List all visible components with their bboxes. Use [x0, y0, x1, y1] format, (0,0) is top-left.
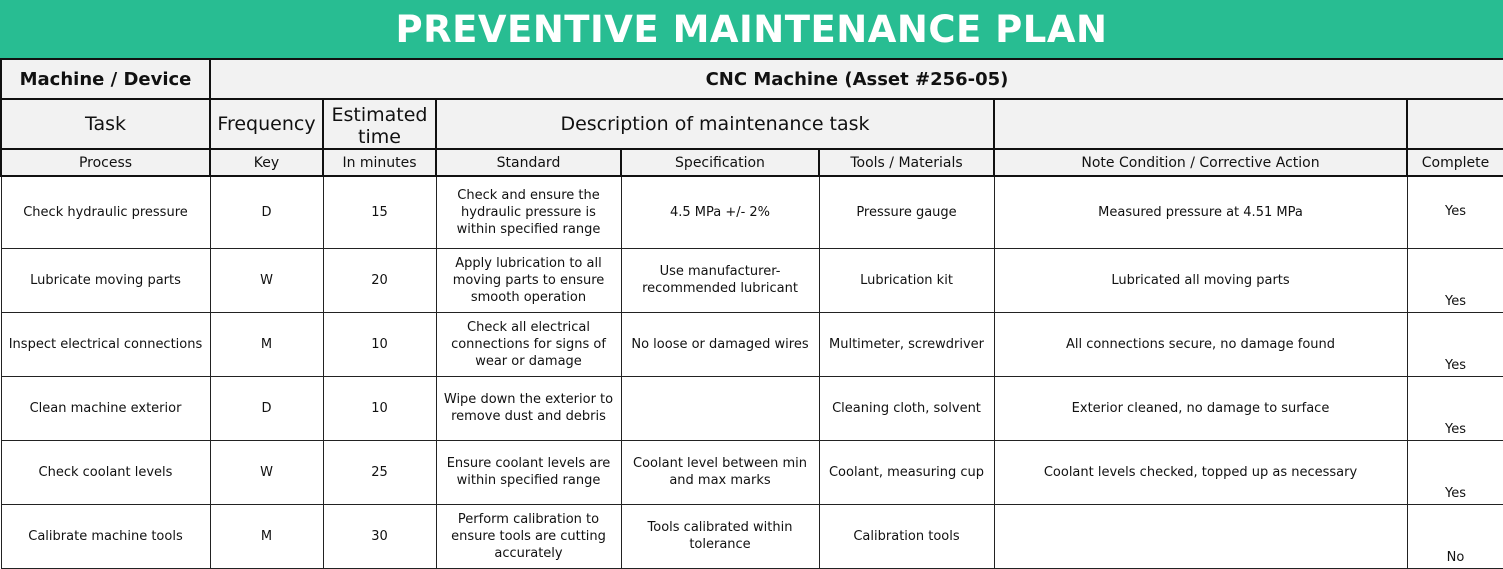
cell-complete[interactable]: Yes: [1407, 176, 1503, 248]
table-row: [1, 176, 1503, 248]
cell-note[interactable]: Coolant levels checked, topped up as necessary: [994, 440, 1407, 504]
frequency-header: Frequency: [210, 99, 323, 149]
cell-minutes[interactable]: 10: [323, 312, 436, 376]
cell-standard[interactable]: Check and ensure the hydraulic pressure is within specified range: [436, 176, 621, 248]
cell-tools[interactable]: Multimeter, screwdriver: [819, 312, 994, 376]
task-header: Task: [1, 99, 210, 149]
cell-key[interactable]: M: [210, 312, 323, 376]
cell-tools[interactable]: Lubrication kit: [819, 248, 994, 312]
cell-tools[interactable]: Calibration tools: [819, 504, 994, 568]
cell-key[interactable]: D: [210, 376, 323, 440]
column-header-key: Key: [210, 149, 323, 176]
cell-specification[interactable]: No loose or damaged wires: [621, 312, 819, 376]
cell-key[interactable]: M: [210, 504, 323, 568]
machine-label: Machine / Device: [1, 59, 210, 99]
cell-note[interactable]: Measured pressure at 4.51 MPa: [994, 176, 1407, 248]
table-row: [1, 376, 1503, 440]
cell-process[interactable]: Check coolant levels: [1, 440, 210, 504]
cell-process[interactable]: Lubricate moving parts: [1, 248, 210, 312]
cell-specification[interactable]: [621, 376, 819, 440]
cell-note[interactable]: Exterior cleaned, no damage to surface: [994, 376, 1407, 440]
cell-minutes[interactable]: 25: [323, 440, 436, 504]
cell-complete[interactable]: Yes: [1407, 312, 1503, 376]
cell-note[interactable]: [994, 504, 1407, 568]
cell-complete[interactable]: Yes: [1407, 440, 1503, 504]
cell-complete[interactable]: No: [1407, 504, 1503, 568]
cell-complete[interactable]: Yes: [1407, 248, 1503, 312]
cell-key[interactable]: W: [210, 248, 323, 312]
cell-standard[interactable]: Check all electrical connections for signs of wear or damage: [436, 312, 621, 376]
cell-complete[interactable]: Yes: [1407, 376, 1503, 440]
cell-minutes[interactable]: 30: [323, 504, 436, 568]
blank-header: [994, 99, 1407, 149]
cell-process[interactable]: Calibrate machine tools: [1, 504, 210, 568]
cell-standard[interactable]: Perform calibration to ensure tools are cutting accurately: [436, 504, 621, 568]
cell-tools[interactable]: Coolant, measuring cup: [819, 440, 994, 504]
page-title: PREVENTIVE MAINTENANCE PLAN: [0, 0, 1503, 58]
cell-standard[interactable]: Wipe down the exterior to remove dust and debris: [436, 376, 621, 440]
cell-process[interactable]: Inspect electrical connections: [1, 312, 210, 376]
time-header: Estimated time: [323, 99, 436, 149]
cell-minutes[interactable]: 15: [323, 176, 436, 248]
cell-process[interactable]: Check hydraulic pressure: [1, 176, 210, 248]
column-header-standard: Standard: [436, 149, 621, 176]
cell-standard[interactable]: Apply lubrication to all moving parts to ensure smooth operation: [436, 248, 621, 312]
table-row: [1, 504, 1503, 568]
description-header: Description of maintenance task: [436, 99, 994, 149]
cell-minutes[interactable]: 10: [323, 376, 436, 440]
maintenance-table: [0, 58, 1503, 569]
column-header-specification: Specification: [621, 149, 819, 176]
cell-key[interactable]: D: [210, 176, 323, 248]
cell-minutes[interactable]: 20: [323, 248, 436, 312]
blank-header: [1407, 99, 1503, 149]
machine-value[interactable]: CNC Machine (Asset #256-05): [210, 59, 1503, 99]
cell-specification[interactable]: Coolant level between min and max marks: [621, 440, 819, 504]
cell-specification[interactable]: 4.5 MPa +/- 2%: [621, 176, 819, 248]
cell-specification[interactable]: Use manufacturer-recommended lubricant: [621, 248, 819, 312]
cell-tools[interactable]: Cleaning cloth, solvent: [819, 376, 994, 440]
column-header-tools: Tools / Materials: [819, 149, 994, 176]
cell-process[interactable]: Clean machine exterior: [1, 376, 210, 440]
table-row: [1, 440, 1503, 504]
column-header-process: Process: [1, 149, 210, 176]
cell-note[interactable]: Lubricated all moving parts: [994, 248, 1407, 312]
cell-standard[interactable]: Ensure coolant levels are within specified range: [436, 440, 621, 504]
cell-note[interactable]: All connections secure, no damage found: [994, 312, 1407, 376]
column-header-note: Note Condition / Corrective Action: [994, 149, 1407, 176]
cell-key[interactable]: W: [210, 440, 323, 504]
column-header-minutes: In minutes: [323, 149, 436, 176]
table-row: [1, 312, 1503, 376]
cell-specification[interactable]: Tools calibrated within tolerance: [621, 504, 819, 568]
cell-tools[interactable]: Pressure gauge: [819, 176, 994, 248]
column-header-complete: Complete: [1407, 149, 1503, 176]
table-row: [1, 248, 1503, 312]
